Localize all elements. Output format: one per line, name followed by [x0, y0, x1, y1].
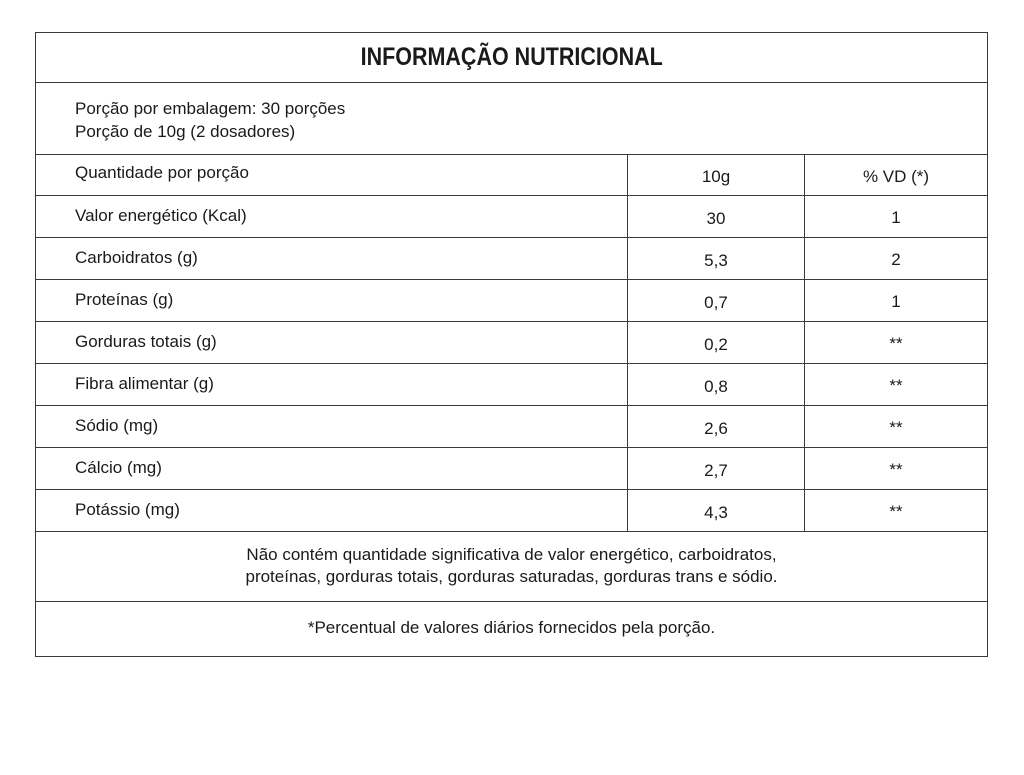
header-daily-value: % VD (*) — [862, 167, 930, 186]
table-row — [36, 280, 987, 322]
nutrient-label: Proteínas (g) — [36, 280, 628, 321]
nutrient-amount: 2,7 — [628, 448, 805, 489]
nutrient-amount: 2,6 — [628, 406, 805, 447]
serving-info — [36, 83, 987, 155]
nutrient-amount: 0,2 — [628, 322, 805, 363]
nutrient-daily-value: ** — [889, 459, 903, 479]
nutrient-daily-value: ** — [889, 417, 903, 437]
nutrient-amount: 0,8 — [628, 364, 805, 405]
table-row — [36, 406, 987, 448]
daily-value-footnote — [36, 602, 987, 656]
nutrient-label: Fibra alimentar (g) — [36, 364, 628, 405]
table-row — [36, 322, 987, 364]
header-label: Quantidade por porção — [36, 155, 628, 195]
table-row — [36, 196, 987, 238]
nutrient-table — [36, 155, 987, 532]
title-row — [36, 33, 987, 83]
table-row — [36, 490, 987, 532]
nutrient-daily-value: 2 — [891, 249, 901, 269]
header-amount: 10g — [628, 155, 805, 195]
table-row — [36, 238, 987, 280]
not-significant-note — [36, 532, 987, 602]
nutrient-daily-value: 1 — [891, 207, 901, 227]
label-title: INFORMAÇÃO NUTRICIONAL — [360, 43, 663, 71]
nutrient-label: Gorduras totais (g) — [36, 322, 628, 363]
nutrient-daily-value: ** — [889, 375, 903, 395]
nutrient-amount: 5,3 — [628, 238, 805, 279]
servings-per-package: Porção por embalagem: 30 porções — [75, 99, 346, 118]
nutrient-label: Sódio (mg) — [36, 406, 628, 447]
nutrient-daily-value: ** — [889, 333, 903, 353]
nutrient-daily-value: ** — [889, 501, 903, 521]
footnote-text: *Percentual de valores diários fornecidos pela porção. — [307, 618, 716, 637]
nutrient-label: Valor energético (Kcal) — [36, 196, 628, 237]
nutrient-amount: 30 — [628, 196, 805, 237]
nutrient-label: Carboidratos (g) — [36, 238, 628, 279]
note-line-2: proteínas, gorduras totais, gorduras saturadas, gorduras trans e sódio. — [245, 566, 778, 586]
nutrient-daily-value: 1 — [891, 291, 901, 311]
nutrient-label: Cálcio (mg) — [36, 448, 628, 489]
note-line-1: Não contém quantidade significativa de valor energético, carboidratos, — [246, 544, 777, 564]
nutrient-label: Potássio (mg) — [36, 490, 628, 531]
table-header-row — [36, 155, 987, 196]
table-row — [36, 364, 987, 406]
nutrition-facts-label — [35, 32, 988, 657]
table-row — [36, 448, 987, 490]
serving-size: Porção de 10g (2 dosadores) — [75, 122, 296, 141]
nutrient-amount: 4,3 — [628, 490, 805, 531]
nutrient-amount: 0,7 — [628, 280, 805, 321]
